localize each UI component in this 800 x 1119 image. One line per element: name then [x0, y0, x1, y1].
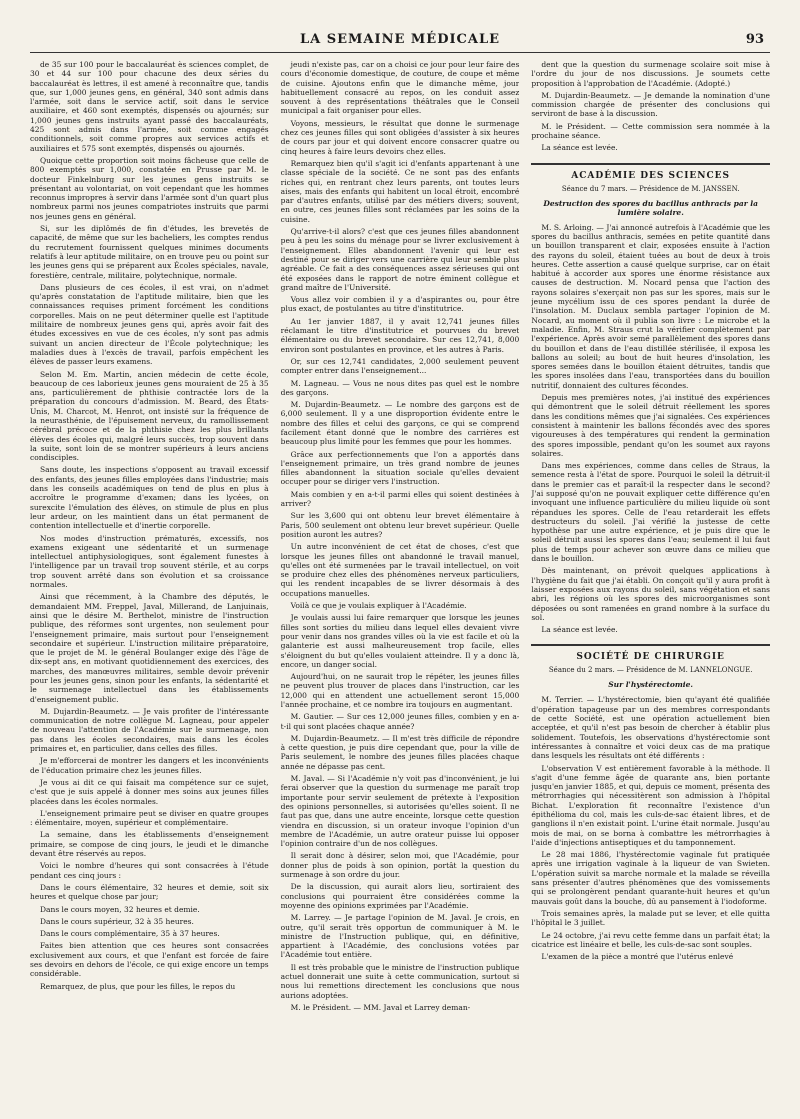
- column-3: [531, 60, 770, 1111]
- paragraph: M. Lagneau. — Vous ne nous dites pas quel est le nombre des garçons.: [280, 378, 520, 397]
- chirurgie-body: [531, 695, 770, 961]
- paragraph: Voyons, messieurs, le résultat que donne le surmenage chez ces jeunes filles qui sont obligées d'assister à six heures de cours par jour et qui doivent encore consacrer quatre ou cinq heures à faire leurs devoirs chez elles.: [280, 118, 520, 156]
- paragraph: Sur les 3,600 qui ont obtenu leur brevet élémentaire à Paris, 500 seulement ont obtenu leur brevet supérieur. Quelle position auront les autres?: [280, 511, 520, 539]
- paragraph: Je vous ai dit ce qui faisait ma compétence sur ce sujet, c'est que je suis appelé à donner mes soins aux jeunes filles placées dans les écoles normales.: [30, 777, 269, 806]
- paragraph: La séance est levée.: [541, 625, 618, 635]
- paragraph: Nos modes d'instruction prématurés, excessifs, nos examens exigeant une sédentarité et un surmenage intellectuel antiphysiologiques, sont également funestes à l'intelligence par un travail trop souvent stérile, et au corps trop souvent arrêté dans son évolution et sa croissance normales.: [30, 533, 269, 590]
- paragraph: Dans le cours supérieur, 32 à 35 heures.: [40, 916, 194, 926]
- paragraph: Je m'efforcerai de montrer les dangers et les inconvénients de l'éducation primaire chez les jeunes filles.: [30, 756, 269, 775]
- page-header: [30, 0, 770, 47]
- paragraph: Trois semaines après, la malade put se lever, et elle quitta l'hôpital le 3 juillet.: [531, 908, 770, 928]
- paragraph: Remarquez, de plus, que pour les filles, le repos du: [40, 981, 236, 991]
- paragraph: Il serait donc à désirer, selon moi, que l'Académie, pour donner plus de poids à son opinion, portât la question du surmenage à son ordre du jour.: [280, 851, 520, 880]
- paragraph: Selon M. Em. Martin, ancien médecin de cette école, beaucoup de ces laborieux jeunes gens mouraient de 25 à 35 ans, particulièrement de phthisie contractée lors de la préparation du concours d'admission. M. Beard, des États-Unis, M. Charcot, M. Henrot, ont insisté sur la fréquence de la neurasthénie, de l'épuisement nerveux, du ramollissement cérébral précoce et de la phthisie chez les plus brillants élèves des écoles qui, malgré leurs succès, trop souvent dans la suite, sont loin de se montrer supérieurs à leurs anciens condisciples.: [30, 369, 269, 463]
- paragraph: Qu'arrive-t-il alors? c'est que ces jeunes filles abandonnent peu à peu les soins du ménage pour se livrer exclusivement à l'enseignement. Elles abandonnent l'avenir qui leur est destiné pour se diriger vers une carrière qui leur semble plus agréable. Ce fait a des conséquences assez sérieuses qui ont été exposées dans le rapport de notre éminent collègue et grand maître de l'Université.: [280, 227, 520, 292]
- paragraph: Depuis mes premières notes, j'ai institué des expériences qui démontrent que le soleil détruit réellement les spores dans les conditions mêmes que j'ai signalées. Ces expériences consistent à maintenir les ballons fécondés avec des spores vigoureuses à des températures qui rendent la germination des spores impossible, pendant qu'on les soumet aux rayons solaires.: [531, 393, 770, 458]
- paragraph: L'observation V est entièrement favorable à la méthode. Il s'agit d'une femme âgée de quarante ans, bien portante jusqu'en janvier 1885, et qui, depuis ce moment, présenta des métrorrhagies qui nécessitèrent son admission à l'hôpital Bichat. L'exploration fit reconnaître l'existence d'un épithélioma du col, mais les culs-de-sac étaient libres, et de ganglions il n'en existait point. L'urine était normale. Jusqu'au mois de mai, on se borna à combattre les métrorrhagies à l'aide d'injections antiseptiques et du tamponnement.: [531, 763, 770, 847]
- paragraph: Voici le nombre d'heures qui sont consacrées à l'étude pendant ces cinq jours :: [30, 861, 269, 880]
- page-title: LA SEMAINE MÉDICALE: [299, 32, 501, 47]
- paragraph: Le 24 octobre, j'ai revu cette femme dans un parfait état; la cicatrice est linéaire et belle, les culs-de-sac sont souples.: [531, 930, 770, 949]
- paragraph: M. le Président. — MM. Javal et Larrey deman-: [290, 1002, 471, 1012]
- paragraph: Dans le cours complémentaire, 35 à 37 heures.: [40, 929, 220, 939]
- article-subtitle-sciences: Destruction des spores du bacillus anthracis par la lumière solaire.: [543, 198, 758, 217]
- paragraph: M. Dujardin-Beaumetz. — Le nombre des garçons est de 6,000 seulement. Il y a une disproportion évidente entre le nombre des filles et celui des garçons, ce qui se comprend facilement étant donné que le nombre des carrières est beaucoup plus limité pour les femmes que pour les hommes.: [280, 400, 520, 447]
- paragraph: Voilà ce que je voulais expliquer à l'Académie.: [290, 601, 467, 611]
- paragraph: Aujourd'hui, on ne saurait trop le répéter, les jeunes filles ne peuvent plus trouver de places dans l'instruction, car les 12,000 qui en attendent une actuellement seront 15,000 l'année prochaine, et ce nombre ira toujours en augmentant.: [280, 672, 520, 709]
- paragraph: Or, sur ces 12,741 candidates, 2,000 seulement peuvent compter entrer dans l'enseignement...: [280, 356, 520, 376]
- paragraph: M. Dujardin-Beaumetz. — Il m'est très difficile de répondre à cette question, je puis dire cependant que, pour la ville de Paris seulement, le nombre des jeunes filles placées chaque année ne dépasse pas cent.: [280, 733, 520, 771]
- seance-line-sciences: Séance du 7 mars. — Présidence de M. JANSSEN.: [561, 184, 740, 193]
- paragraph: Je voulais aussi lui faire remarquer que lorsque les jeunes filles sont sorties du milieu dans lequel elles devaient vivre pour venir dans nos grandes villes où la vie est facile et où la galanterie est aussi malheureusement trop facile, elles s'éloignent du but qu'elles voulaient atteindre. Il y a donc là, encore, un danger social.: [280, 613, 520, 669]
- paragraph: L'examen de la pièce a montré que l'utérus enlevé: [541, 952, 734, 962]
- paragraph: Dans plusieurs de ces écoles, il est vrai, on n'admet qu'après constatation de l'aptitude militaire, bien que les connaissances requises priment forcément les conditions corporelles. Mais on ne peut déterminer quelle est l'aptitude militaire de nombreux jeunes gens qui, après avoir fait des études excessives en vue de ces écoles, n'y sont pas admis suivant un ancien directeur de l'École polytechnique; les maladies dues à l'excès de travail, parfois empêchent les élèves de passer leurs examens.: [30, 282, 269, 367]
- section-title-sciences: ACADÉMIE DES SCIENCES: [531, 163, 770, 181]
- paragraph: Au 1er janvier 1887, il y avait 12,741 jeunes filles réclamant le titre d'institutrice et pourvues du brevet élémentaire ou du brevet secondaire. Sur ces 12,741, 8,000 environ sont postulantes en province, et les autres à Paris.: [280, 316, 520, 354]
- paragraph: M. Javal. — Si l'Académie n'y voit pas d'inconvénient, je lui ferai observer que la question du surmenage me paraît trop importante pour servir seulement de prétexte à l'exposition des opinions personnelles, si autorisées qu'elles soient. Il ne faut pas que, dans une autre enceinte, lorsque cette question viendra en discussion, si un orateur invoque l'opinion d'un membre de l'Académie, un autre orateur puisse lui opposer l'opinion contraire d'un de nos collègues.: [280, 774, 520, 849]
- section-title-chirurgie: SOCIÉTÉ DE CHIRURGIE: [531, 644, 770, 662]
- paragraph: M. Dujardin-Beaumetz. — Je vais profiter de l'intéressante communication de notre collègue M. Lagneau, pour appeler de nouveau l'attention de l'Académie sur le surmenage, non pas dans les écoles secondaires, mais dans les écoles primaires et, en particulier, dans celles des filles.: [30, 706, 269, 754]
- paragraph: Dans le cours élémentaire, 32 heures et demie, soit six heures et quelque chose par jour;: [30, 882, 269, 902]
- paragraph: jeudi n'existe pas, car on a choisi ce jour pour leur faire des cours d'économie domestique, de couture, de coupe et même de cuisine. Ajoutons enfin que le dimanche même, jour habituellement consacré au repos, on les conduit assez souvent à des représentations théâtrales que le Conseil municipal a fait organiser pour elles.: [280, 60, 520, 116]
- paragraph: M. Larrey. — Je partage l'opinion de M. Javal. Je crois, en outre, qu'il serait très opportun de communiquer à M. le ministre de l'Instruction publique, qui, en définitive, appartient à l'Académie, des conclusions votées par l'Académie tout entière.: [280, 913, 520, 960]
- paragraph: M. Terrier. — L'hystérectomie, bien qu'ayant été qualifiée d'opération tapageuse par un des membres correspondants de cette Société, est une opération actuellement bien acceptée, et qu'il n'est pas besoin de chercher à établir plus solidement. Toutefois, les observations d'hystérectomie sont intéressantes à connaître et voici deux cas de ma pratique dans lesquels les résultats ont été différents :: [531, 695, 770, 761]
- column-3-continuation: [531, 60, 770, 153]
- paragraph: M. Dujardin-Beaumetz. — Je demande la nomination d'une commission chargée de présenter des conclusions qui serviront de base à la discussion.: [531, 90, 770, 119]
- paragraph: Faites bien attention que ces heures sont consacrées exclusivement aux cours, et que l'enfant est forcée de faire ses devoirs en dehors de l'école, ce qui exige encore un temps considérable.: [30, 941, 269, 979]
- paragraph: L'enseignement primaire peut se diviser en quatre groupes : élémentaire, moyen, supérieur et complémentaire.: [30, 808, 269, 828]
- paragraph: Sans doute, les inspections s'opposent au travail excessif des enfants, des jeunes filles employées dans l'industrie; mais dans les conseils académiques on tend de plus en plus à accroître le programme d'examen; dans les lycées, on surexcite l'émulation des élèves, on stimule de plus en plus leur ardeur, on les maintient dans un état permanent de contention intellectuelle et d'inertie corporelle.: [30, 465, 269, 531]
- paragraph: Le 28 mai 1886, l'hystérectomie vaginale fut pratiquée après une irrigation vaginale à la liqueur de van Swieten. L'opération suivit sa marche normale et la malade se réveilla sans présenter d'autres phénomènes que des vomissements qui se prolongèrent pendant quarante-huit heures et qu'un mauvais goût dans la bouche, dû au pansement à l'iodoforme.: [531, 850, 770, 906]
- paragraph: Mais combien y en a-t-il parmi elles qui soient destinées à arriver?: [280, 489, 520, 509]
- column-2: [281, 60, 520, 1111]
- paragraph: Remarquez bien qu'il s'agit ici d'enfants appartenant à une classe spéciale de la société. Ce ne sont pas des enfants riches qui, en rentrant chez leurs parents, ont toutes leurs aises, mais des enfants qui habitent un local étroit, encombré par d'autres enfants, utilisé par des métiers divers; souvent, en outre, ces jeunes filles sont réclamées par les soins de la cuisine.: [280, 158, 520, 224]
- paragraph: Dans le cours moyen, 32 heures et demie.: [40, 904, 200, 914]
- seance-line-chirurgie: Séance du 2 mars. — Présidence de M. LANNELONGUE.: [548, 666, 753, 675]
- paragraph: Dès maintenant, on prévoit quelques applications à l'hygiène du fait que j'ai établi. On conçoit qu'il y aura profit à laisser exposées aux rayons du soleil, sans végétation et sans abri, les régions où les spores des microorganismes sont déposées ou sont ramenées en grand nombre à la surface du sol.: [531, 566, 770, 622]
- paragraph: Il est très probable que le ministre de l'instruction publique actuel donnerait une suite à cette communication, surtout si nous lui remettions directement les conclusions que nous aurions adoptées.: [280, 962, 520, 1000]
- header-rule: [30, 52, 770, 53]
- paragraph: Si, sur les diplômés de fin d'études, les brevetés de capacité, de même que sur les bacheliers, les comptes rendus du recrutement fournissent quelques minimes documents relatifs à leur aptitude militaire, on en trouve peu ou point sur les jeunes gens qui se préparent aux Écoles spéciales, navale, forestière, centrale, militaire, polytechnique, normale.: [30, 224, 269, 280]
- paragraph: Vous allez voir combien il y a d'aspirantes ou, pour être plus exact, de postulantes au titre d'institutrice.: [280, 295, 520, 314]
- paragraph: M. S. Arloing. — J'ai annoncé autrefois à l'Académie que les spores du bacillus anthracis, semées en petite quantité dans un bouillon transparent et clair, exposées ensuite à l'action des rayons du soleil, étaient tuées au bout de deux à trois heures. Cette assertion a causé quelque surprise, car on était habitué à accorder aux spores une énorme résistance aux causes de destruction. M. Nocard pensa que l'action des rayons solaires s'exerçait non pas sur les spores, mais sur le jeune mycélium issu de ces spores pendant la durée de l'insolation. M. Duclaux sembla partager l'opinion de M. Nocard, au moment où il publia son livre : Le microbe et la maladie. Enfin, M. Straus crut la vérifier complètement par l'expérience. Après avoir semé parallèlement des spores dans du bouillon et dans de l'eau distillée stérilisée, il exposa les ballons au soleil; au bout de huit heures d'insolation, les spores semées dans le bouillon étaient détruites, tandis que les spores insolées dans l'eau, transportées dans du bouillon nutritif, donnaient des cultures fécondes.: [531, 222, 770, 390]
- paragraph: M. le Président. — Cette commission sera nommée à la prochaine séance.: [531, 121, 770, 141]
- paragraph: La séance est levée.: [541, 143, 618, 153]
- sciences-body: [531, 223, 770, 635]
- column-1: [30, 60, 269, 1111]
- paragraph: dent que la question du surmenage scolaire soit mise à l'ordre du jour de nos discussions. Je soumets cette proposition à l'approbation de l'Académie. (Adopté.): [531, 60, 770, 88]
- paragraph: Un autre inconvénient de cet état de choses, c'est que lorsque les jeunes filles ont abandonné le travail manuel, qu'elles ont été surmenées par le travail intellectuel, on voit se produire chez elles des phénomènes nerveux particuliers, qui les rendent incapables de se livrer désormais à des occupations manuelles.: [280, 542, 520, 598]
- paragraph: Grâce aux perfectionnements que l'on a apportés dans l'enseignement primaire, un très grand nombre de jeunes filles abandonnent la situation sociale qu'elles devaient occuper pour se diriger vers l'instruction.: [280, 449, 520, 487]
- page-number: 93: [745, 32, 764, 47]
- columns: [30, 60, 770, 1111]
- paragraph: Dans mes expériences, comme dans celles de Straus, la semence resta à l'état de spore. Pourquoi le soleil la détruit-il dans le premier cas et paraît-il la respecter dans le second? J'ai supposé qu'on ne pouvait expliquer cette différence qu'en invoquant une influence particulière du milieu liquide où sont répandues les spores. Celle de l'eau retarderait les effets destructeurs du soleil. J'ai vérifié la justesse de cette hypothèse par une autre expérience, et je puis dire que le soleil détruit aussi les spores dans l'eau; seulement il lui faut plus de temps pour achever son œuvre dans ce milieu que dans le bouillon.: [531, 461, 770, 564]
- paragraph: Ainsi que récemment, à la Chambre des députés, le demandaient MM. Freppel, Javal, Millerand, de Lanjuinais, ainsi que le désire M. Berthelot, ministre de l'instruction publique, des réformes sont urgentes, non seulement pour l'enseignement primaire, mais surtout pour l'enseignement secondaire et supérieur. L'instruction militaire préparatoire, que le projet de M. le général Boulanger exige dès l'âge de dix-sept ans, en motivant quotidiennement des exercices, des marches, des manœuvres militaires, semble devoir prévenir pour les jeunes gens, sinon pour les enfants, la sédentarité et le surmenage intellectuel dans les établissements d'enseignement public.: [30, 592, 269, 704]
- article-subtitle-chirurgie: Sur l'hystérectomie.: [608, 680, 694, 690]
- paragraph: De la discussion, qui aurait alors lieu, sortiraient des conclusions qui pourraient être considérées comme la moyenne des opinions exprimées par l'Académie.: [280, 882, 520, 910]
- paragraph: La semaine, dans les établissements d'enseignement primaire, se compose de cinq jours, le jeudi et le dimanche devant être réservés au repos.: [30, 830, 269, 859]
- paragraph: Quoique cette proportion soit moins fâcheuse que celle de 800 exemptés sur 1,000, constatée en Prusse par M. le docteur Finkelnburg sur les jeunes gens instruits se présentant au volontariat, on voit cependant que les hommes reconnus impropres à servir dans l'armée sont d'un quart plus nombreux parmi nos jeunes compatriotes instruits que parmi nos jeunes gens en général.: [30, 155, 269, 221]
- paragraph: M. Gautier. — Sur ces 12,000 jeunes filles, combien y en a-t-il qui sont placées chaque année?: [280, 712, 520, 731]
- paragraph: de 35 sur 100 pour le baccalauréat ès sciences complet, de 30 et 44 sur 100 pour chacune des deux séries du baccalauréat ès lettres, il est amené à reconnaître que, tandis que, sur 1,000 jeunes gens, en général, 340 sont admis dans l'armée, soit dans le service actif, soit dans le service auxiliaire, et 460 sont exemptés, dispensés ou ajournés; sur 1,000 jeunes gens instruits ayant passé des baccalauréats, 425 sont admis dans l'armée, soit comme engagés conditionnels, soit comme propres aux services actifs et auxiliaires et 575 sont exemptés, dispensés ou ajournés.: [30, 60, 269, 153]
